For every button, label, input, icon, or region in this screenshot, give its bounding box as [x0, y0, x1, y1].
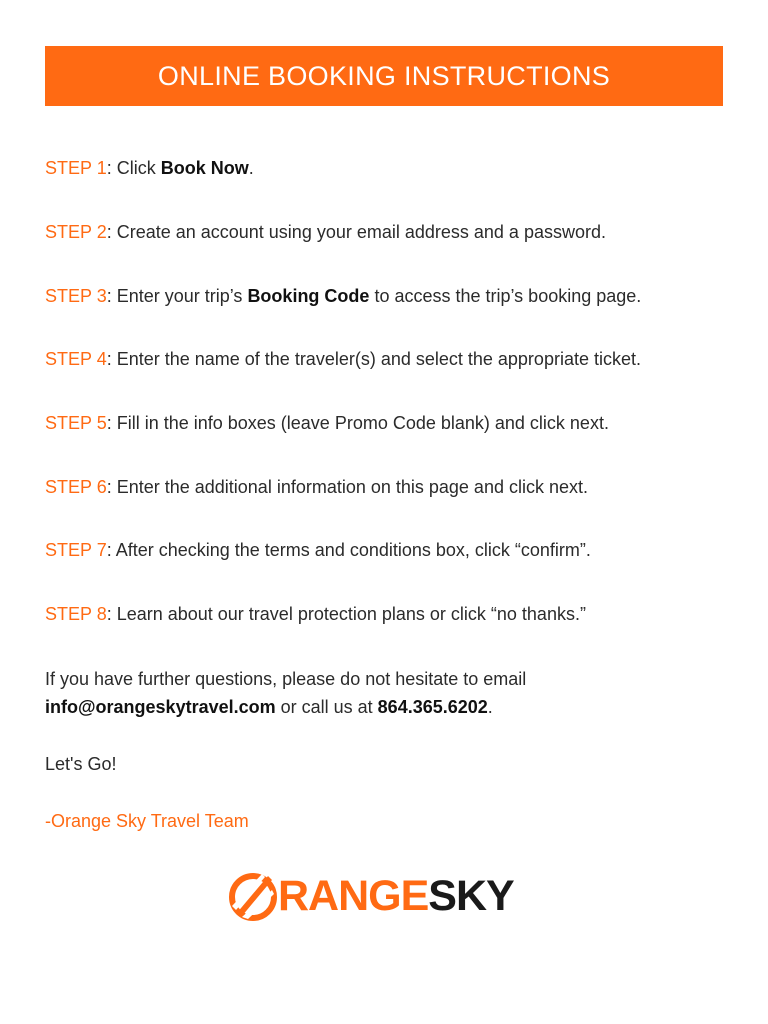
- booking-code-text: Booking Code: [247, 286, 370, 306]
- step-text: : Create an account using your email address and a password.: [106, 222, 606, 242]
- step-text: : After checking the terms and conditions box, click “confirm”.: [106, 540, 591, 560]
- page-title: ONLINE BOOKING INSTRUCTIONS: [157, 60, 611, 91]
- contact-details: [45, 693, 526, 721]
- orange-sky-logo-mark-icon: [228, 870, 278, 922]
- step-text: : Enter the name of the traveler(s) and select the appropriate ticket.: [106, 349, 641, 369]
- contact-text: .: [487, 697, 493, 717]
- step-label: STEP 1: [45, 158, 107, 178]
- step-7: [45, 540, 591, 561]
- step-6: [45, 477, 588, 498]
- contact-paragraph: [45, 665, 526, 721]
- step-label: STEP 4: [45, 349, 107, 369]
- step-text: to access the trip’s booking page.: [369, 286, 642, 306]
- step-2: [45, 222, 606, 243]
- step-4: [45, 349, 641, 370]
- step-label: STEP 5: [45, 413, 107, 433]
- step-8: [45, 604, 586, 625]
- step-5: [45, 413, 609, 434]
- step-text: : Learn about our travel protection plans or click “no thanks.”: [106, 604, 586, 624]
- signoff: -Orange Sky Travel Team: [45, 811, 249, 831]
- step-text: .: [248, 158, 254, 178]
- email-link[interactable]: info@orangeskytravel.com: [45, 697, 276, 717]
- logo-text-sky: SKY: [428, 871, 514, 920]
- title-banner: [45, 46, 723, 106]
- step-1: [45, 158, 254, 179]
- book-now-text: Book Now: [160, 158, 249, 178]
- phone-number[interactable]: 864.365.6202: [377, 697, 488, 717]
- step-text: : Enter your trip’s: [106, 286, 248, 306]
- step-3: [45, 286, 641, 307]
- logo-text-range: RANGE: [278, 871, 429, 920]
- step-text: : Fill in the info boxes (leave Promo Code blank) and click next.: [106, 413, 609, 433]
- orange-sky-logo: [228, 868, 548, 924]
- step-label: STEP 3: [45, 286, 107, 306]
- step-label: STEP 6: [45, 477, 107, 497]
- step-text: : Enter the additional information on this page and click next.: [106, 477, 588, 497]
- step-label: STEP 8: [45, 604, 107, 624]
- contact-text: or call us at: [275, 697, 378, 717]
- step-label: STEP 7: [45, 540, 107, 560]
- closing-text: Let's Go!: [45, 754, 117, 774]
- step-label: STEP 2: [45, 222, 107, 242]
- contact-line: If you have further questions, please do not hesitate to email: [45, 669, 527, 689]
- step-text: : Click: [106, 158, 161, 178]
